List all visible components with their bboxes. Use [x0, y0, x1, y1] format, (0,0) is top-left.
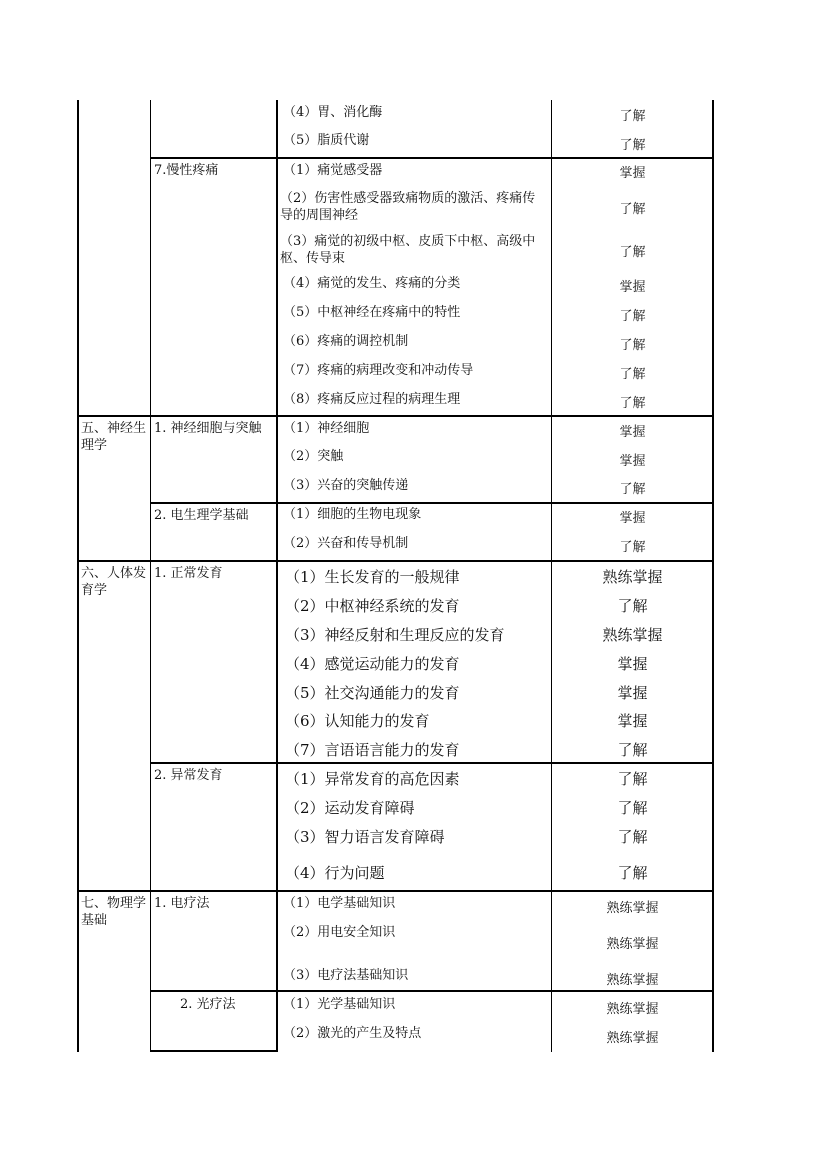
section-bottom-border	[150, 1050, 278, 1052]
topic: （2）用电安全知识	[283, 925, 396, 940]
topic: （1）生长发育的一般规律	[285, 568, 460, 586]
topic: （2）运动发育障碍	[285, 799, 415, 817]
topic: （4）胃、消化酶	[283, 105, 383, 120]
mastery-level: 了解	[617, 770, 648, 788]
topic: （5）中枢神经在疼痛中的特性	[283, 305, 461, 320]
topic: （8）疼痛反应过程的病理生理	[283, 392, 461, 407]
row-divider	[77, 560, 714, 562]
mastery-level: 了解	[619, 540, 646, 555]
mastery-level: 掌握	[619, 511, 646, 526]
topic: （1）异常发育的高危因素	[285, 770, 460, 788]
section-label-electrophysiology: 2. 电生理学基础	[154, 508, 249, 523]
mastery-level: 了解	[619, 396, 646, 411]
mastery-level: 掌握	[619, 166, 646, 181]
row-divider	[150, 762, 714, 764]
topic: （3）智力语言发育障碍	[285, 828, 445, 846]
topic: （2）兴奋和传导机制	[283, 536, 409, 551]
topic: （2）伤害性感受器致痛物质的激活、疼痛传导的周围神经	[280, 191, 536, 223]
row-divider	[150, 502, 714, 504]
topic: （4）感觉运动能力的发育	[285, 655, 460, 673]
section-label-normal-development: 1. 正常发育	[154, 566, 223, 581]
mastery-level: 了解	[617, 741, 648, 759]
section-label-abnormal-development: 2. 异常发育	[154, 768, 223, 783]
topic: （1）细胞的生物电现象	[283, 507, 422, 522]
mastery-level: 熟练掌握	[606, 901, 659, 916]
mastery-level: 掌握	[617, 684, 648, 702]
topic: （2）突触	[283, 449, 344, 464]
mastery-level: 了解	[617, 864, 648, 882]
section-label-neuron-synapse: 1. 神经细胞与突触	[154, 421, 262, 436]
group-label-physics-basics: 七、物理学基础	[81, 896, 147, 928]
topic: （1）神经细胞	[283, 421, 370, 436]
topic: （3）电疗法基础知识	[283, 968, 409, 983]
mastery-level: 了解	[619, 367, 646, 382]
topic: （1）电学基础知识	[283, 896, 396, 911]
topic: （3）兴奋的突触传递	[283, 478, 409, 493]
topic: （4）行为问题	[285, 864, 385, 882]
mastery-level: 熟练掌握	[602, 626, 663, 644]
mastery-level: 掌握	[617, 712, 648, 730]
row-divider	[150, 990, 714, 992]
row-divider	[150, 157, 714, 159]
section-label-phototherapy: 2. 光疗法	[180, 997, 236, 1012]
topic: （6）疼痛的调控机制	[283, 334, 409, 349]
topic: （2）中枢神经系统的发育	[285, 597, 460, 615]
mastery-level: 熟练掌握	[606, 1002, 659, 1017]
table-border-right	[712, 100, 714, 1052]
table-border-left	[77, 100, 79, 1052]
section-label-chronic-pain: 7.慢性疼痛	[154, 163, 219, 178]
row-divider	[77, 890, 714, 892]
mastery-level: 了解	[619, 202, 646, 217]
row-divider	[77, 415, 714, 417]
mastery-level: 了解	[619, 482, 646, 497]
topic: （3）神经反射和生理反应的发育	[285, 626, 505, 644]
mastery-level: 掌握	[619, 280, 646, 295]
mastery-level: 了解	[619, 109, 646, 124]
column-divider-3	[551, 100, 552, 1052]
mastery-level: 了解	[619, 338, 646, 353]
mastery-level: 熟练掌握	[602, 568, 663, 586]
mastery-level: 了解	[617, 828, 648, 846]
group-label-human-development: 六、人体发育学	[81, 566, 147, 598]
topic: （3）痛觉的初级中枢、皮质下中枢、高级中枢、传导束	[280, 234, 536, 266]
mastery-level: 了解	[617, 799, 648, 817]
topic: （7）言语语言能力的发育	[285, 741, 460, 759]
topic: （1）光学基础知识	[283, 997, 396, 1012]
topic: （4）痛觉的发生、疼痛的分类	[283, 276, 461, 291]
mastery-level: 掌握	[619, 425, 646, 440]
column-divider-2	[276, 100, 278, 1052]
topic: （2）激光的产生及特点	[283, 1026, 422, 1041]
mastery-level: 了解	[619, 245, 646, 260]
mastery-level: 了解	[617, 597, 648, 615]
topic: （1）痛觉感受器	[283, 163, 383, 178]
topic: （7）疼痛的病理改变和冲动传导	[283, 363, 474, 378]
group-label-neurophysiology: 五、神经生理学	[81, 421, 147, 453]
topic: （5）脂质代谢	[283, 133, 370, 148]
mastery-level: 掌握	[617, 655, 648, 673]
topic: （6）认知能力的发育	[285, 712, 430, 730]
mastery-level: 了解	[619, 138, 646, 153]
mastery-level: 熟练掌握	[606, 1031, 659, 1046]
section-label-electrotherapy: 1. 电疗法	[154, 896, 210, 911]
mastery-level: 熟练掌握	[606, 973, 659, 988]
mastery-level: 掌握	[619, 454, 646, 469]
mastery-level: 了解	[619, 309, 646, 324]
mastery-level: 熟练掌握	[606, 937, 659, 952]
topic: （5）社交沟通能力的发育	[285, 684, 460, 702]
column-divider-1	[150, 100, 151, 1052]
